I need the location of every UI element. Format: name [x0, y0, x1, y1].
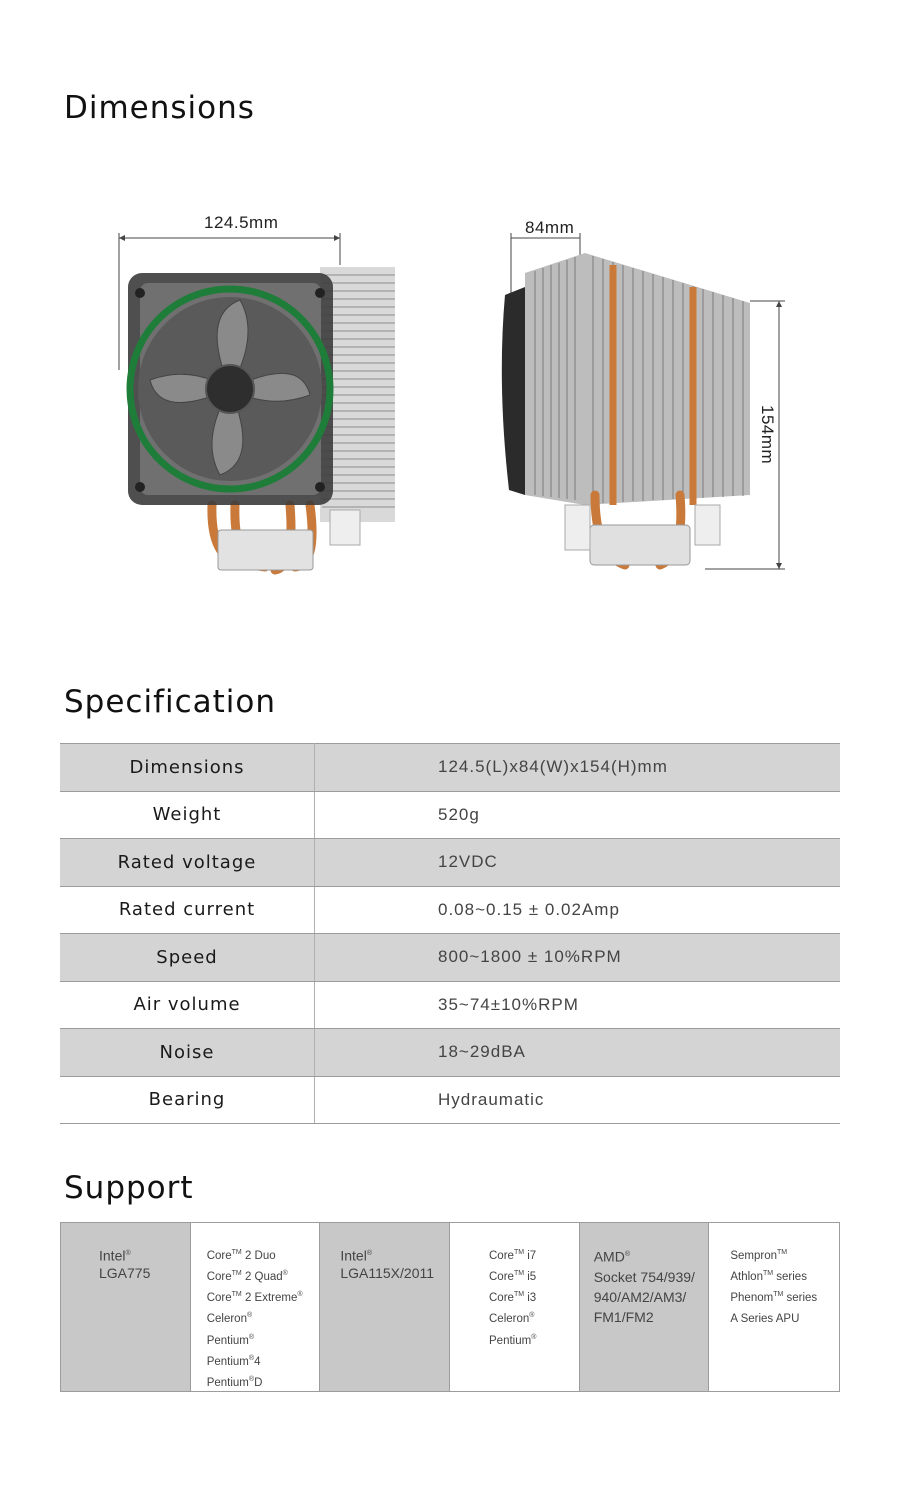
list-item: Pentium® — [206, 1333, 255, 1347]
front-width-label: 124.5mm — [204, 213, 279, 232]
socket-name: LGA115X/2011 — [340, 1264, 435, 1281]
spec-label: Air volume — [60, 981, 315, 1029]
spec-label: Rated current — [60, 886, 315, 934]
spec-value: 18~29dBA — [315, 1029, 841, 1077]
list-item: Athlon™ series — [730, 1270, 807, 1283]
brand-name: Intel — [340, 1247, 367, 1264]
socket-line: Socket 754/939/ — [593, 1268, 695, 1285]
list-item: Core™ i7 — [489, 1249, 537, 1262]
spec-label: Rated voltage — [60, 839, 315, 887]
spec-value: 35~74±10%RPM — [315, 981, 841, 1029]
list-item: Pentium®4 — [206, 1354, 261, 1368]
table-row — [60, 1076, 840, 1124]
socket-line: FM1/FM2 — [593, 1308, 654, 1325]
table-row — [60, 791, 840, 839]
support-platform-intel-115x — [320, 1223, 450, 1391]
list-item: Pentium® — [489, 1333, 537, 1347]
socket-line: 940/AM2/AM3/ — [593, 1288, 687, 1305]
support-table — [60, 1222, 840, 1392]
support-heading: Support — [64, 1170, 194, 1206]
list-item: Sempron™ — [730, 1249, 788, 1262]
table-row — [60, 1029, 840, 1077]
spec-label: Noise — [60, 1029, 315, 1077]
spec-label: Weight — [60, 791, 315, 839]
fan-hub — [206, 365, 254, 413]
brand-mark: ® — [125, 1250, 131, 1257]
brand-name: AMD — [593, 1248, 625, 1265]
table-row — [60, 839, 840, 887]
spec-value: 0.08~0.15 ± 0.02Amp — [315, 886, 841, 934]
list-item: Core™ 2 Quad® — [206, 1270, 288, 1283]
list-item: Pentium®D — [206, 1375, 263, 1389]
socket-name: LGA775 — [99, 1264, 151, 1281]
brand-mark: ® — [624, 1251, 631, 1258]
table-row — [60, 744, 840, 792]
support-cpu-list-amd — [709, 1223, 839, 1391]
cooler-side-illustration — [495, 205, 815, 595]
cooler-front-view — [100, 205, 420, 595]
specification-table — [60, 743, 840, 1124]
list-item: Core™ i5 — [489, 1270, 537, 1283]
list-item: Core™ 2 Extreme® — [206, 1291, 303, 1305]
list-item: Core™ 2 Duo — [206, 1249, 276, 1262]
dimensions-heading: Dimensions — [64, 90, 255, 126]
spec-value: Hydraumatic — [315, 1076, 841, 1124]
table-row — [60, 886, 840, 934]
spec-value: 124.5(L)x84(W)x154(H)mm — [315, 744, 841, 792]
brand-name: Intel — [99, 1247, 126, 1264]
support-platform-amd — [580, 1223, 710, 1391]
table-row — [60, 934, 840, 982]
table-row — [60, 981, 840, 1029]
spec-label: Speed — [60, 934, 315, 982]
support-platform-intel-775 — [61, 1223, 191, 1391]
list-item: Core™ i3 — [489, 1291, 537, 1305]
list-item: A Series APU — [730, 1313, 800, 1326]
height-label: 154mm — [758, 405, 777, 465]
cooler-front-illustration — [100, 205, 420, 595]
cooler-side-view — [495, 205, 815, 595]
support-cpu-list-intel-115x — [450, 1223, 580, 1391]
list-item: Phenom™ series — [730, 1291, 818, 1305]
brand-mark: ® — [366, 1250, 372, 1257]
support-cpu-list-intel-775 — [191, 1223, 321, 1391]
spec-label: Bearing — [60, 1076, 315, 1124]
spec-value: 520g — [315, 791, 841, 839]
spec-value: 800~1800 ± 10%RPM — [315, 934, 841, 982]
spec-value: 12VDC — [315, 839, 841, 887]
list-item: Celeron® — [489, 1312, 535, 1326]
specification-heading: Specification — [64, 684, 277, 720]
list-item: Celeron® — [206, 1312, 253, 1326]
spec-label: Dimensions — [60, 744, 315, 792]
side-depth-label: 84mm — [525, 218, 575, 237]
